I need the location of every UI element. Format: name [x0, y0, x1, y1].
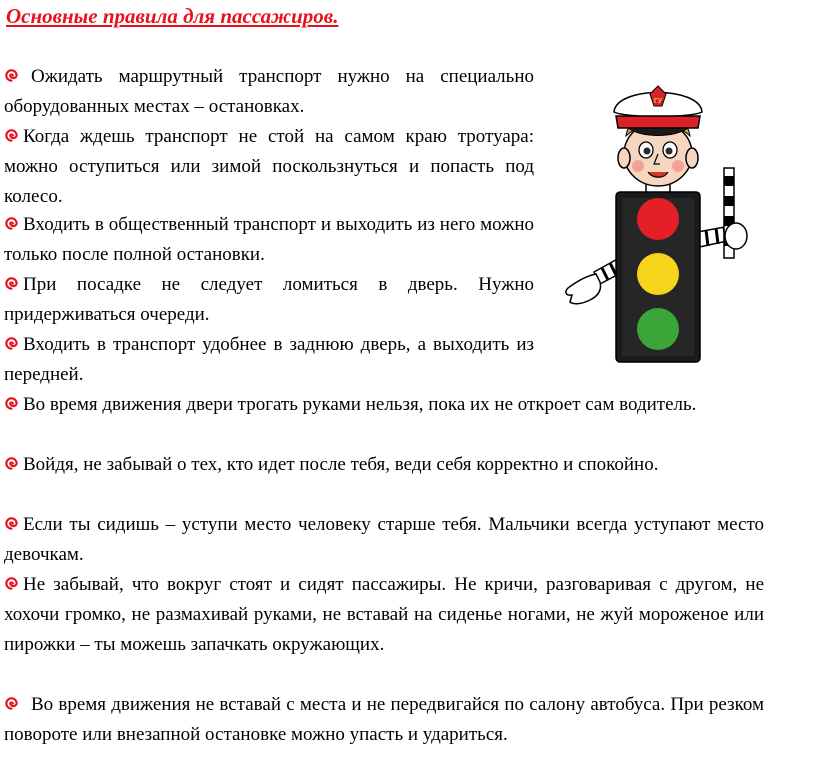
rule-item [4, 510, 764, 570]
rule-item [4, 62, 534, 122]
red-swirl-icon [4, 216, 19, 231]
red-swirl-icon [4, 128, 19, 143]
rule-item [4, 570, 764, 660]
rule-item [4, 390, 764, 420]
rule-text: Не забывай, что вокруг стоят и сидят пассажиры. Не кричи, разговаривая с другом, не хохочи громко, не размахивай руками, не вставай на сиденье ногами, не жуй мороженое или пирожки – ты можешь запачкать окружающих. [4, 574, 764, 655]
rule-text: Во время движения двери трогать руками нельзя, пока их не откроет сам водитель. [23, 394, 697, 415]
red-swirl-icon [4, 336, 19, 351]
rule-text: Входить в транспорт удобнее в заднюю дверь, а выходить из передней. [4, 334, 534, 385]
rule-item [4, 122, 534, 212]
red-swirl-icon [4, 516, 19, 531]
rule-text: Когда ждешь транспорт не стой на самом краю тротуара: можно оступиться или зимой поскользнуться и попасть под колесо. [4, 126, 534, 207]
rule-text: Во время движения не вставай с места и не передвигайся по салону автобуса. При резком повороте или внезапной остановке можно упасть и удариться. [4, 694, 764, 745]
rule-text: Если ты сидишь – уступи место человеку старше тебя. Мальчики всегда уступают место девочкам. [4, 514, 764, 565]
page-title: Основные правила для пассажиров. [6, 4, 339, 28]
left-hand [566, 274, 601, 304]
red-swirl-icon [4, 68, 19, 83]
rule-text: При посадке не следует ломиться в дверь. Нужно придерживаться очереди. [4, 274, 534, 325]
yellow-light [637, 253, 679, 295]
red-swirl-icon [4, 276, 19, 291]
red-light [637, 198, 679, 240]
red-swirl-icon [4, 396, 19, 411]
traffic-light-policeman-illustration [558, 76, 758, 366]
cap-badge-text: ГУ [653, 98, 663, 105]
rule-item [4, 330, 534, 390]
rule-item [4, 210, 534, 270]
red-swirl-icon [4, 456, 19, 471]
green-light [637, 308, 679, 350]
police-cap [614, 86, 702, 136]
red-swirl-icon [4, 576, 19, 591]
rule-item [4, 690, 764, 750]
rule-text: Входить в общественный транспорт и выходить из него можно только после полной остановки. [4, 214, 534, 265]
traffic-light-body [616, 192, 700, 362]
right-hand [725, 223, 747, 249]
rule-item [4, 270, 534, 330]
rule-text: Ожидать маршрутный транспорт нужно на специально оборудованных местах – остановках. [4, 66, 534, 117]
rule-item [4, 450, 764, 480]
rule-text: Войдя, не забывай о тех, кто идет после тебя, веди себя корректно и спокойно. [23, 454, 659, 475]
red-swirl-icon [4, 696, 19, 711]
